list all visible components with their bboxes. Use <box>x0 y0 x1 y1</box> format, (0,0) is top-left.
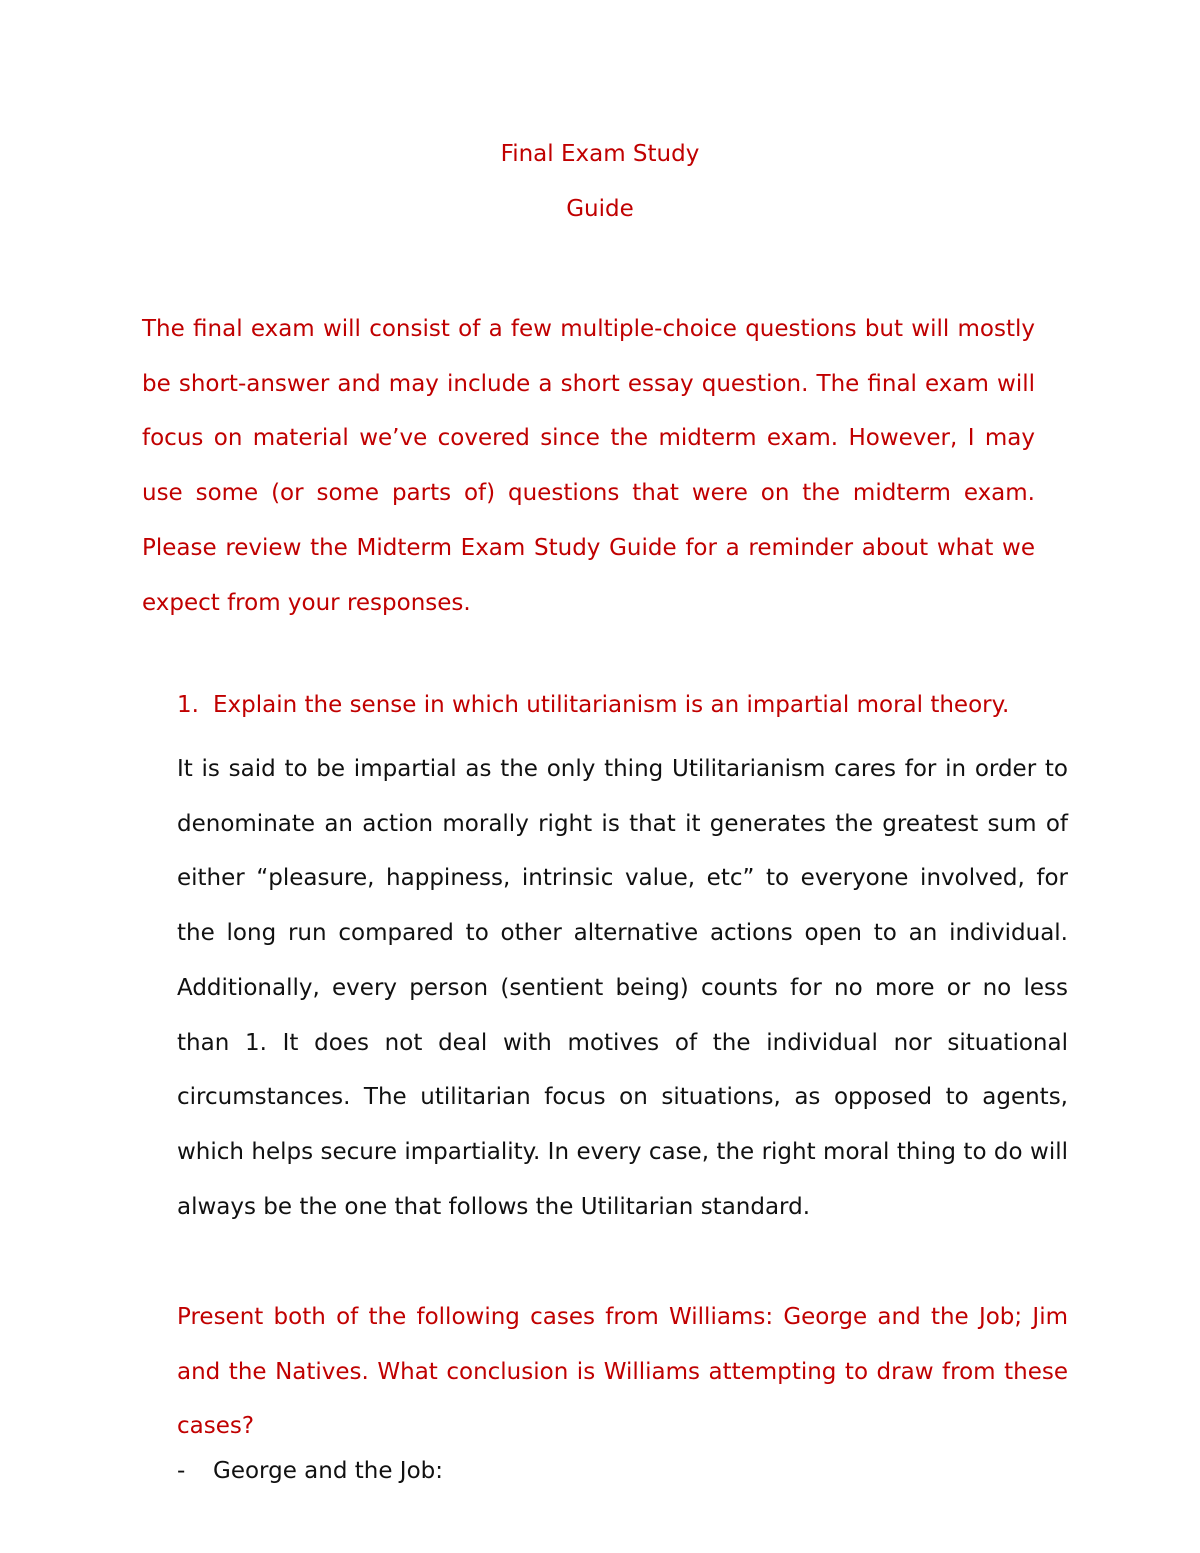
bullet-text: George and the Job: <box>213 1458 443 1484</box>
question-1 <box>177 690 1057 720</box>
intro-paragraph: The final exam will consist of a few multiple-choice questions but will mostly be short-answer and may include a short essay question. The final exam will focus on material we’ve covered since the midterm exam. However, I may use some (or some parts of) questions that were on the midterm exam. Please review the Midterm Exam Study Guide for a reminder about what we expect from your responses. <box>142 316 1035 616</box>
title-line-2: Guide <box>566 196 634 222</box>
title-line-1: Final Exam Study <box>500 141 700 167</box>
list-item <box>177 1456 443 1486</box>
question-2: Present both of the following cases from Williams: George and the Job; Jim and the Natives. What conclusion is Williams attempting to draw from these cases? <box>177 1304 1068 1440</box>
question-1-text: Explain the sense in which utilitarianism is an impartial moral theory. <box>213 692 1010 718</box>
bullet-marker: - <box>177 1458 186 1484</box>
question-1-number: 1. <box>177 692 199 718</box>
answer-1-paragraph: It is said to be impartial as the only thing Utilitarianism cares for in order to denominate an action morally right is that it generates the greatest sum of either “pleasure, happiness, intrinsic value, etc” to everyone involved, for the long run compared to other alternative actions open to an individual. Additionally, every person (sentient being) counts for no more or no less than 1. It does not deal with motives of the individual nor situational circumstances. The utilitarian focus on situations, as opposed to agents, which helps secure impartiality. In every case, the right moral thing to do will always be the one that follows the Utilitarian standard. <box>177 756 1068 1220</box>
